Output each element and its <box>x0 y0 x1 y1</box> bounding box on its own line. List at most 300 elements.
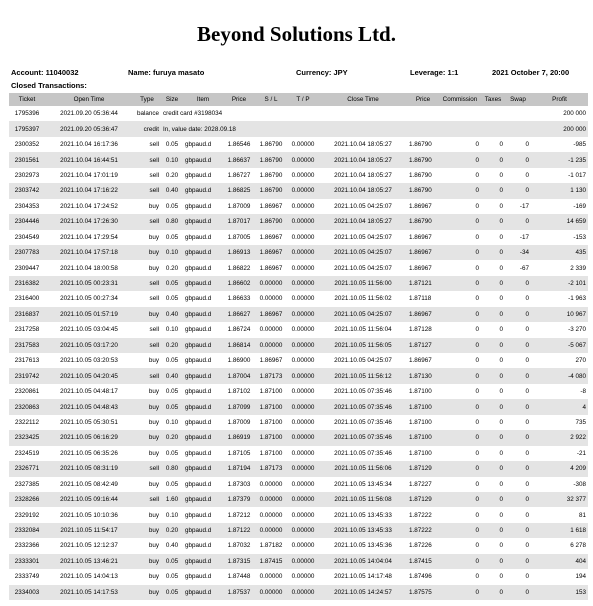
cell-ticket: 2324519 <box>14 449 40 457</box>
cell-profit: -8 <box>580 388 586 396</box>
cell-size: 0.10 <box>165 418 179 426</box>
cell-size: 0.40 <box>161 183 183 198</box>
header-commission: Commission <box>439 93 481 106</box>
cell-tp: 0.00000 <box>287 399 319 414</box>
cell-open-time: 2021.10.05 05:30:51 <box>60 418 118 426</box>
cell-type: buy <box>148 418 159 426</box>
cell-item: gbpaud.d <box>185 264 212 272</box>
cell-tp: 0.00000 <box>291 480 315 488</box>
cell-price: 1.87379 <box>223 492 255 507</box>
cell-sl: 1.86967 <box>255 245 287 260</box>
cell-taxes: 0 <box>499 511 503 519</box>
header-open-time: Open Time <box>45 93 133 106</box>
cell-sl: 0.00000 <box>259 326 283 334</box>
cell-swap: 0 <box>525 511 529 519</box>
table-row <box>9 477 588 492</box>
cell-item: gbpaud.d <box>185 326 212 334</box>
cell-price: 1.86822 <box>227 264 251 272</box>
cell-swap: 0 <box>505 276 531 291</box>
cell-ticket: 2319742 <box>9 368 45 383</box>
cell-commission: 0 <box>439 554 481 569</box>
cell-size: 0.20 <box>165 171 179 179</box>
cell-item: gbpaud.d <box>183 461 223 476</box>
cell-profit: 4 209 <box>531 461 588 476</box>
header-type: Type <box>133 93 161 106</box>
cell-size: 0.05 <box>165 449 179 457</box>
cell-taxes: 0 <box>481 338 505 353</box>
cell-close-price: 1.86967 <box>409 357 432 365</box>
header-tp: T / P <box>287 93 319 106</box>
cell-ticket: 2304353 <box>14 202 40 210</box>
cell-close-time: 2021.10.05 04:25:07 <box>334 233 392 241</box>
cell-commission: 0 <box>439 399 481 414</box>
cell-size: 0.10 <box>165 511 179 519</box>
cell-tp: 0.00000 <box>291 141 315 149</box>
cell-close-price: 1.87129 <box>407 461 439 476</box>
cell-tp: 0.00000 <box>287 276 319 291</box>
header-swap: Swap <box>505 93 531 106</box>
cell-open-time: 2021.10.05 00:23:31 <box>45 276 133 291</box>
cell-size: 0.80 <box>161 214 183 229</box>
cell-sl: 0.00000 <box>255 276 287 291</box>
cell-size: 0.05 <box>161 399 183 414</box>
cell-size: 0.05 <box>161 554 183 569</box>
closed-transactions-table <box>9 93 588 600</box>
cell-tp: 0.00000 <box>291 357 315 365</box>
cell-profit: 14 659 <box>531 214 588 229</box>
cell-open-time: 2021.10.05 03:04:45 <box>60 326 118 334</box>
cell-taxes: 0 <box>499 480 503 488</box>
cell-price: 1.87212 <box>227 511 251 519</box>
cell-item: gbpaud.d <box>185 511 212 519</box>
cell-profit: -2 101 <box>531 276 588 291</box>
cell-tp: 0.00000 <box>291 264 315 272</box>
cell-type: sell <box>149 171 159 179</box>
cell-open-time: 2021.10.05 14:17:53 <box>45 585 133 600</box>
table-row <box>9 569 588 584</box>
cell-price: 1.87032 <box>227 542 251 550</box>
cell-swap: 0 <box>505 214 531 229</box>
cell-size: 0.20 <box>165 264 179 272</box>
cell-price: 1.87009 <box>227 202 251 210</box>
cell-close-price: 1.86967 <box>407 307 439 322</box>
cell-swap: 0 <box>525 449 529 457</box>
cell-close-price: 1.87100 <box>407 399 439 414</box>
cell-commission: 0 <box>439 430 481 445</box>
cell-item: gbpaud.d <box>185 542 212 550</box>
cell-item: gbpaud.d <box>183 554 223 569</box>
cell-open-time: 2021.10.05 04:48:43 <box>45 399 133 414</box>
cell-tp: 0.00000 <box>287 492 319 507</box>
cell-close-time: 2021.10.05 11:56:08 <box>319 492 407 507</box>
cell-ticket: 2332084 <box>9 523 45 538</box>
cell-type: buy <box>148 449 159 457</box>
table-row <box>9 291 588 306</box>
cell-close-price: 1.87496 <box>409 573 432 581</box>
cell-swap: 0 <box>505 183 531 198</box>
cell-open-time: 2021.10.05 03:20:53 <box>60 357 118 365</box>
table-row <box>9 322 588 337</box>
cell-price: 1.86919 <box>223 430 255 445</box>
table-row <box>9 168 588 183</box>
cell-taxes: 0 <box>481 523 505 538</box>
cell-close-time: 2021.10.04 18:05:27 <box>319 152 407 167</box>
cell-tp: 0.00000 <box>287 554 319 569</box>
cell-tp: 0.00000 <box>287 183 319 198</box>
cell-profit: 435 <box>531 245 588 260</box>
cell-price: 1.87194 <box>223 461 255 476</box>
cell-close-price: 1.86967 <box>409 233 432 241</box>
cell-taxes: 0 <box>499 542 503 550</box>
cell-open-time: 2021.10.05 03:17:20 <box>45 338 133 353</box>
cell-open-time: 2021.10.04 16:17:36 <box>60 141 118 149</box>
cell-price: 1.87005 <box>227 233 251 241</box>
cell-type: buy <box>148 573 159 581</box>
cell-commission: 0 <box>475 233 479 241</box>
cell-commission: 0 <box>439 214 481 229</box>
cell-ticket: 2304446 <box>9 214 45 229</box>
cell-swap: 0 <box>525 388 529 396</box>
cell-type: buy <box>133 307 161 322</box>
cell-price: 1.86814 <box>223 338 255 353</box>
cell-sl: 1.86967 <box>259 264 283 272</box>
cell-close-price: 1.86790 <box>407 152 439 167</box>
cell-close-time: 2021.10.05 14:17:48 <box>334 573 392 581</box>
cell-close-price: 1.87127 <box>407 338 439 353</box>
account-label: Account: 11040032 <box>11 68 79 77</box>
cell-sl: 1.86790 <box>255 214 287 229</box>
cell-taxes: 0 <box>481 461 505 476</box>
table-row <box>9 307 588 322</box>
cell-ticket: 1795396 <box>14 110 40 118</box>
cell-swap: 0 <box>505 152 531 167</box>
cell-tp: 0.00000 <box>291 573 315 581</box>
cell-size: 0.40 <box>165 542 179 550</box>
cell-profit: 404 <box>531 554 588 569</box>
cell-sl: 1.87173 <box>255 368 287 383</box>
cell-size: 0.05 <box>165 202 179 210</box>
cell-item: gbpaud.d <box>185 171 212 179</box>
cell-close-time: 2021.10.04 18:05:27 <box>334 171 392 179</box>
cell-size: 0.10 <box>161 245 183 260</box>
cell-tp: 0.00000 <box>291 326 315 334</box>
cell-ticket: 1795397 <box>9 121 45 136</box>
cell-commission: 0 <box>475 511 479 519</box>
cell-price: 1.87009 <box>227 418 251 426</box>
cell-sl: 1.87182 <box>259 542 283 550</box>
cell-price: 1.87017 <box>223 214 255 229</box>
cell-sl: 1.87100 <box>259 418 283 426</box>
cell-type: buy <box>148 542 159 550</box>
cell-close-time: 2021.10.05 07:35:46 <box>319 399 407 414</box>
cell-item: gbpaud.d <box>185 418 212 426</box>
cell-commission: 0 <box>475 449 479 457</box>
cell-commission: 0 <box>475 171 479 179</box>
cell-size: 0.40 <box>161 307 183 322</box>
table-row <box>9 554 588 569</box>
cell-size: 0.05 <box>161 276 183 291</box>
cell-commission: 0 <box>439 245 481 260</box>
cell-taxes: 0 <box>481 307 505 322</box>
cell-close-price: 1.87222 <box>407 523 439 538</box>
cell-close-time: 2021.10.05 07:35:46 <box>319 430 407 445</box>
cell-close-time: 2021.10.05 04:25:07 <box>334 264 392 272</box>
cell-profit: -21 <box>576 449 586 457</box>
table-row <box>9 245 588 260</box>
cell-ticket: 2329192 <box>14 511 40 519</box>
table-row <box>9 338 588 353</box>
cell-taxes: 0 <box>481 399 505 414</box>
cell-taxes: 0 <box>481 492 505 507</box>
cell-type: buy <box>148 264 159 272</box>
cell-type: sell <box>149 326 159 334</box>
cell-swap: 0 <box>505 368 531 383</box>
cell-commission: 0 <box>475 388 479 396</box>
cell-type: sell <box>133 461 161 476</box>
cell-tp: 0.00000 <box>287 368 319 383</box>
cell-open-time: 2021.10.05 09:16:44 <box>45 492 133 507</box>
cell-ticket: 2333749 <box>14 573 40 581</box>
cell-profit: -1 235 <box>531 152 588 167</box>
cell-taxes: 0 <box>499 295 503 303</box>
cell-commission: 0 <box>475 295 479 303</box>
cell-tp: 0.00000 <box>291 202 315 210</box>
cell-price: 1.87099 <box>223 399 255 414</box>
cell-sl: 0.00000 <box>255 492 287 507</box>
cell-profit: -1 963 <box>568 295 586 303</box>
cell-close-time: 2021.10.05 11:56:00 <box>319 276 407 291</box>
cell-sl: 0.00000 <box>255 523 287 538</box>
cell-item: gbpaud.d <box>185 449 212 457</box>
company-title: Beyond Solutions Ltd. <box>197 22 396 46</box>
cell-commission: 0 <box>475 141 479 149</box>
cell-profit: -153 <box>573 233 586 241</box>
cell-open-time: 2021.10.05 06:16:29 <box>45 430 133 445</box>
cell-type: buy <box>133 585 161 600</box>
cell-taxes: 0 <box>481 554 505 569</box>
table-row <box>9 538 588 553</box>
cell-sl: 1.87173 <box>255 461 287 476</box>
cell-item: gbpaud.d <box>185 233 212 241</box>
cell-tp: 0.00000 <box>287 214 319 229</box>
cell-price: 1.86825 <box>223 183 255 198</box>
cell-ticket: 2317613 <box>14 357 40 365</box>
cell-price: 1.86724 <box>227 326 251 334</box>
cell-profit: 1 618 <box>531 523 588 538</box>
cell-profit: 10 967 <box>531 307 588 322</box>
cell-profit: 200 000 <box>563 110 586 118</box>
cell-taxes: 0 <box>499 357 503 365</box>
header-close-price: Price <box>407 93 439 106</box>
cell-type: sell <box>133 368 161 383</box>
cell-tp: 0.00000 <box>291 542 315 550</box>
cell-close-time: 2021.10.05 13:45:34 <box>334 480 392 488</box>
header-close-time: Close Time <box>319 93 407 106</box>
table-row <box>9 585 588 600</box>
cell-ticket: 2309447 <box>14 264 40 272</box>
cell-profit: 81 <box>578 511 586 519</box>
table-row <box>9 137 588 152</box>
cell-close-time: 2021.10.05 11:56:12 <box>319 368 407 383</box>
cell-price: 1.86546 <box>227 141 251 149</box>
cell-ticket: 2334003 <box>9 585 45 600</box>
cell-close-price: 1.87100 <box>409 418 432 426</box>
cell-open-time: 2021.10.04 17:24:52 <box>60 202 118 210</box>
cell-close-time: 2021.10.05 04:25:07 <box>334 357 392 365</box>
cell-type: sell <box>133 338 161 353</box>
cell-swap: 0 <box>525 480 529 488</box>
cell-sl: 1.86967 <box>259 233 283 241</box>
cell-sl: 1.86790 <box>259 141 283 149</box>
cell-type: buy <box>133 523 161 538</box>
cell-taxes: 0 <box>499 233 503 241</box>
cell-close-time: 2021.10.05 07:35:46 <box>334 449 392 457</box>
cell-close-price: 1.86790 <box>407 214 439 229</box>
cell-open-time: 2021.10.05 08:42:49 <box>60 480 118 488</box>
cell-item: gbpaud.d <box>183 368 223 383</box>
cell-close-price: 1.87128 <box>409 326 432 334</box>
cell-swap: 0 <box>505 461 531 476</box>
cell-type: buy <box>148 202 159 210</box>
cell-commission: 0 <box>439 307 481 322</box>
cell-item: gbpaud.d <box>183 399 223 414</box>
cell-close-price: 1.86967 <box>409 202 432 210</box>
cell-tp: 0.00000 <box>291 449 315 457</box>
table-row <box>9 430 588 445</box>
table-row <box>9 353 588 368</box>
cell-open-time: 2021.10.05 10:10:36 <box>60 511 118 519</box>
cell-size: 0.05 <box>165 573 179 581</box>
cell-ticket: 2316400 <box>14 295 40 303</box>
cell-size: 0.05 <box>161 585 183 600</box>
cell-tp: 0.00000 <box>291 233 315 241</box>
cell-taxes: 0 <box>499 573 503 581</box>
cell-ticket: 2327385 <box>14 480 40 488</box>
cell-tp: 0.00000 <box>291 418 315 426</box>
cell-close-price: 1.87100 <box>407 430 439 445</box>
cell-price: 1.87315 <box>223 554 255 569</box>
cell-profit: -3 270 <box>568 326 586 334</box>
cell-taxes: 0 <box>481 214 505 229</box>
cell-type: sell <box>133 152 161 167</box>
cell-close-price: 1.86790 <box>407 183 439 198</box>
cell-comment: credit card #3198034 <box>163 110 223 118</box>
cell-open-time: 2021.10.04 18:00:58 <box>60 264 118 272</box>
cell-close-time: 2021.10.05 07:35:46 <box>334 418 392 426</box>
table-row <box>9 507 588 522</box>
table-row <box>9 260 588 275</box>
cell-sl: 1.86790 <box>259 171 283 179</box>
cell-profit: -308 <box>573 480 586 488</box>
header-size: Size <box>161 93 183 106</box>
cell-type: sell <box>149 141 159 149</box>
cell-item: gbpaud.d <box>183 245 223 260</box>
cell-size: 0.05 <box>165 388 179 396</box>
table-row <box>9 523 588 538</box>
cell-commission: 0 <box>475 542 479 550</box>
cell-item: gbpaud.d <box>185 202 212 210</box>
cell-sl: 1.86967 <box>255 307 287 322</box>
cell-close-time: 2021.10.05 13:45:33 <box>334 511 392 519</box>
cell-taxes: 0 <box>481 585 505 600</box>
cell-profit: 32 377 <box>531 492 588 507</box>
cell-item: gbpaud.d <box>183 276 223 291</box>
cell-sl: 0.00000 <box>259 573 283 581</box>
cell-price: 1.86727 <box>227 171 251 179</box>
cell-taxes: 0 <box>499 326 503 334</box>
table-row <box>9 415 588 430</box>
cell-open-time: 2021.10.05 04:20:45 <box>45 368 133 383</box>
cell-tp: 0.00000 <box>287 338 319 353</box>
cell-close-time: 2021.10.05 11:56:06 <box>319 461 407 476</box>
table-row <box>9 152 588 167</box>
cell-type: sell <box>133 276 161 291</box>
cell-close-time: 2021.10.05 13:45:36 <box>334 542 392 550</box>
cell-commission: 0 <box>439 368 481 383</box>
cell-open-time: 2021.09.20 05:36:47 <box>45 121 133 136</box>
cell-swap: 0 <box>525 141 529 149</box>
cell-close-time: 2021.10.05 11:56:04 <box>334 326 392 334</box>
cell-close-time: 2021.10.05 14:24:57 <box>319 585 407 600</box>
cell-open-time: 2021.10.05 04:48:17 <box>60 388 118 396</box>
cell-commission: 0 <box>439 585 481 600</box>
cell-sl: 0.00000 <box>259 480 283 488</box>
table-row <box>9 492 588 507</box>
table-row <box>9 384 588 399</box>
header-ticket: Ticket <box>9 93 45 106</box>
header-price: Price <box>223 93 255 106</box>
cell-tp: 0.00000 <box>287 152 319 167</box>
cell-taxes: 0 <box>481 183 505 198</box>
cell-sl: 0.00000 <box>259 511 283 519</box>
section-heading: Closed Transactions: <box>11 81 87 90</box>
cell-close-time: 2021.10.05 04:25:07 <box>319 307 407 322</box>
cell-open-time: 2021.10.05 06:35:26 <box>60 449 118 457</box>
cell-ticket: 2300352 <box>14 141 40 149</box>
header-sl: S / L <box>255 93 287 106</box>
cell-ticket: 2304549 <box>14 233 40 241</box>
header-item: Item <box>183 93 223 106</box>
cell-close-price: 1.87415 <box>407 554 439 569</box>
cell-close-time: 2021.10.05 13:45:33 <box>319 523 407 538</box>
cell-item: gbpaud.d <box>183 585 223 600</box>
cell-comment: In, value date: 2028.09.18 <box>161 121 531 136</box>
currency-label: Currency: JPY <box>296 68 348 77</box>
cell-type: sell <box>133 492 161 507</box>
cell-sl: 0.00000 <box>255 338 287 353</box>
cell-ticket: 2316837 <box>9 307 45 322</box>
cell-commission: 0 <box>439 276 481 291</box>
cell-price: 1.87102 <box>227 388 251 396</box>
cell-item: gbpaud.d <box>183 430 223 445</box>
cell-close-time: 2021.10.05 04:25:07 <box>319 245 407 260</box>
report-date: 2021 October 7, 20:00 <box>492 68 570 77</box>
cell-commission: 0 <box>439 523 481 538</box>
cell-swap: 0 <box>505 338 531 353</box>
cell-commission: 0 <box>475 573 479 581</box>
cell-open-time: 2021.10.05 14:04:13 <box>60 573 118 581</box>
cell-item: gbpaud.d <box>183 183 223 198</box>
cell-profit: -1 017 <box>568 171 586 179</box>
table-row <box>9 214 588 229</box>
cell-swap: 0 <box>525 573 529 581</box>
cell-type: buy <box>148 357 159 365</box>
cell-size: 0.05 <box>165 357 179 365</box>
cell-profit: -5 067 <box>531 338 588 353</box>
cell-swap: 0 <box>505 399 531 414</box>
cell-type: sell <box>133 214 161 229</box>
cell-commission: 0 <box>475 326 479 334</box>
